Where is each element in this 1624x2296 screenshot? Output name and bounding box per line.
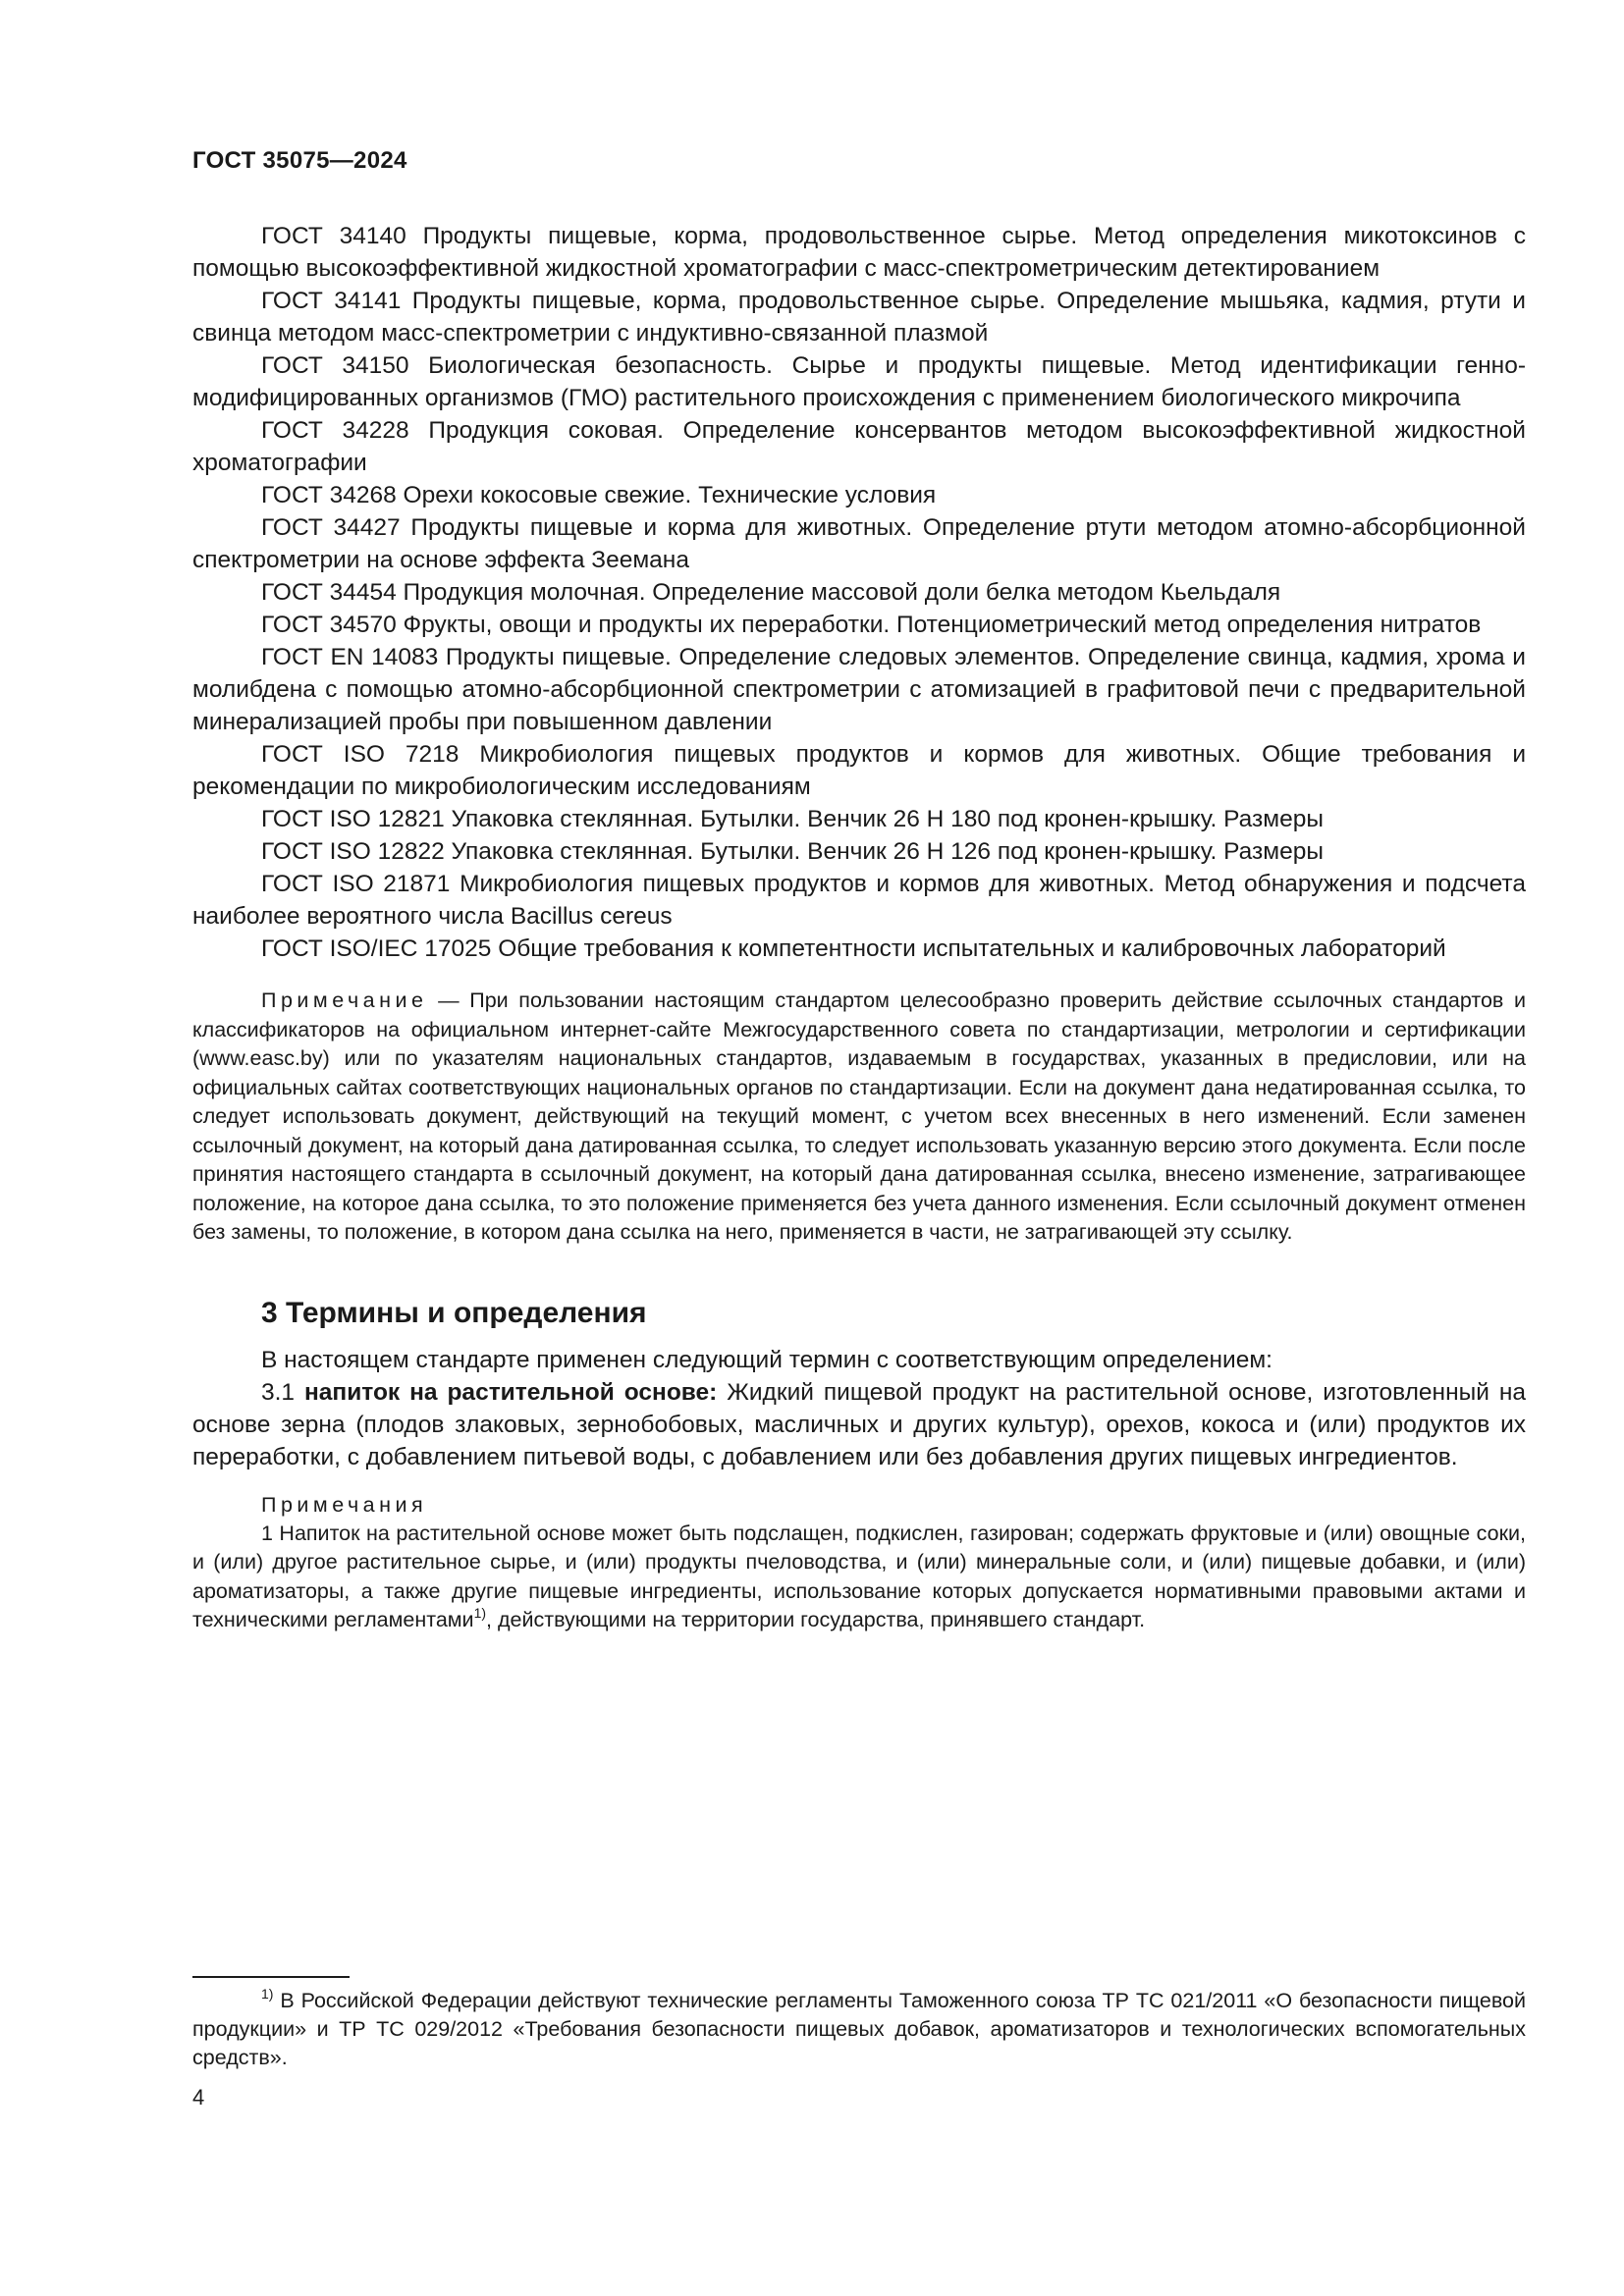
footnote-marker: 1) — [261, 1986, 274, 2002]
note-label: Примечание — [261, 988, 428, 1012]
footnote-text: В Российской Федерации действуют технические регламенты Таможенного союза ТР ТС 021/2011 «О безопасности пищевой продукции» и ТР ТС 029/2012 «Требования безопасности пищевых добавок, ароматизаторов и технологических вспомогательных средств». — [192, 1989, 1526, 2069]
reference-item: ГОСТ ISO 12822 Упаковка стеклянная. Бутылки. Венчик 26 Н 126 под кронен-крышку. Размеры — [261, 838, 1324, 865]
reference-item: ГОСТ 34141 Продукты пищевые, корма, продовольственное сырье. Определение мышьяка, кадмия, ртути и свинца методом масс-спектрометрии с индуктивно-связанной плазмой — [192, 288, 1526, 347]
reference-item: ГОСТ EN 14083 Продукты пищевые. Определение следовых элементов. Определение свинца, кадмия, хрома и молибдена с помощью атомно-абсорбционной спектрометрии с атомизацией в графитовой печи с предварительной минерализацией пробы при повышенном давлении — [192, 644, 1526, 735]
reference-item: ГОСТ 34150 Биологическая безопасность. Сырье и продукты пищевые. Метод идентификации генно-модифицированных организмов (ГМО) растительного происхождения с применением биологического микрочипа — [192, 352, 1526, 411]
notes-label: Примечания — [261, 1492, 428, 1517]
references-list — [192, 220, 1526, 965]
term-name: напиток на растительной основе: — [304, 1378, 718, 1406]
reference-item: ГОСТ 34570 Фрукты, овощи и продукты их переработки. Потенциометрический метод определения нитратов — [261, 612, 1482, 638]
reference-item: ГОСТ ISO 12821 Упаковка стеклянная. Бутылки. Венчик 26 Н 180 под кронен-крышку. Размеры — [261, 806, 1324, 832]
references-note — [192, 987, 1526, 1248]
document-body — [192, 220, 1526, 1635]
reference-item: ГОСТ 34454 Продукция молочная. Определение массовой доли белка методом Кьельдаля — [261, 579, 1281, 606]
document-header: ГОСТ 35075—2024 — [192, 147, 407, 174]
footnote-separator — [192, 1976, 350, 1978]
page-number: 4 — [192, 2085, 205, 2109]
reference-item: ГОСТ ISO 21871 Микробиология пищевых продуктов и кормов для животных. Метод обнаружения и подсчета наиболее вероятного числа Bacillus cereus — [192, 871, 1526, 930]
term-number: 3.1 — [261, 1378, 304, 1406]
note-text: — При пользовании настоящим стандартом целесообразно проверить действие ссылочных стандартов и классификаторов на официальном интернет-сайте Межгосударственного совета по стандартизации, метрологии и сертификации (www.easc.by) или по указателям национальных стандартов, издаваемым в государствах, указанных в предисловии, или на официальных сайтах соответствующих национальных органов по стандартизации. Если на документ дана недатированная ссылка, то следует использовать документ, действующий на текущий момент, с учетом всех внесенных в него изменений. Если заменен ссылочный документ, на который дана датированная ссылка, то следует использовать указанную версию этого документа. Если после принятия настоящего стандарта в ссылочный документ, на который дана датированная ссылка, внесено изменение, затрагивающее положение, на которое дана ссылка, то это положение применяется без учета данного изменения. Если ссылочный документ отменен без замены, то положение, в котором дана ссылка на него, применяется в части, не затрагивающей эту ссылку. — [192, 988, 1526, 1244]
term-definition — [192, 1376, 1526, 1473]
footnote-reference[interactable]: 1) — [473, 1605, 487, 1621]
reference-item: ГОСТ 34427 Продукты пищевые и корма для животных. Определение ртути методом атомно-абсорбционной спектрометрии на основе эффекта Зеемана — [192, 514, 1526, 573]
term-note-1-tail: , действующими на территории государства, принявшего стандарт. — [486, 1608, 1146, 1631]
section-title: 3 Термины и определения — [261, 1296, 647, 1329]
reference-item: ГОСТ 34140 Продукты пищевые, корма, продовольственное сырье. Метод определения микотоксинов с помощью высокоэффективной жидкостной хроматографии с масс-спектрометрическим детектированием — [192, 223, 1526, 282]
section-intro: В настоящем стандарте применен следующий термин с соответствующим определением: — [261, 1346, 1272, 1373]
reference-item: ГОСТ 34268 Орехи кокосовые свежие. Технические условия — [261, 482, 937, 508]
term-note-1 — [192, 1520, 1526, 1635]
reference-item: ГОСТ 34228 Продукция соковая. Определение консервантов методом высокоэффективной жидкостной хроматографии — [192, 417, 1526, 476]
reference-item: ГОСТ ISO 7218 Микробиология пищевых продуктов и кормов для животных. Общие требования и рекомендации по микробиологическим исследованиям — [192, 741, 1526, 800]
term-definition-text: Жидкий пищевой продукт на растительной основе, изготовленный на основе зерна (плодов злаковых, зернобобовых, масличных и других культур), орехов, кокоса и (или) продуктов их переработки, с добавлением питьевой воды, с добавлением или без добавления других пищевых ингредиентов. — [192, 1378, 1526, 1470]
reference-item: ГОСТ ISO/IEC 17025 Общие требования к компетентности испытательных и калибровочных лабораторий — [261, 935, 1446, 962]
footnote — [192, 1987, 1526, 2072]
term-note-1-text: 1 Напиток на растительной основе может быть подслащен, подкислен, газирован; содержать фруктовые и (или) овощные соки, и (или) другое растительное сырье, и (или) продукты пчеловодства, и (или) минеральные соли, и (или) пищевые добавки, и (или) ароматизаторы, а также другие пищевые ингредиенты, использование которых допускается нормативными правовыми актами и техническими регламентами — [192, 1521, 1526, 1631]
